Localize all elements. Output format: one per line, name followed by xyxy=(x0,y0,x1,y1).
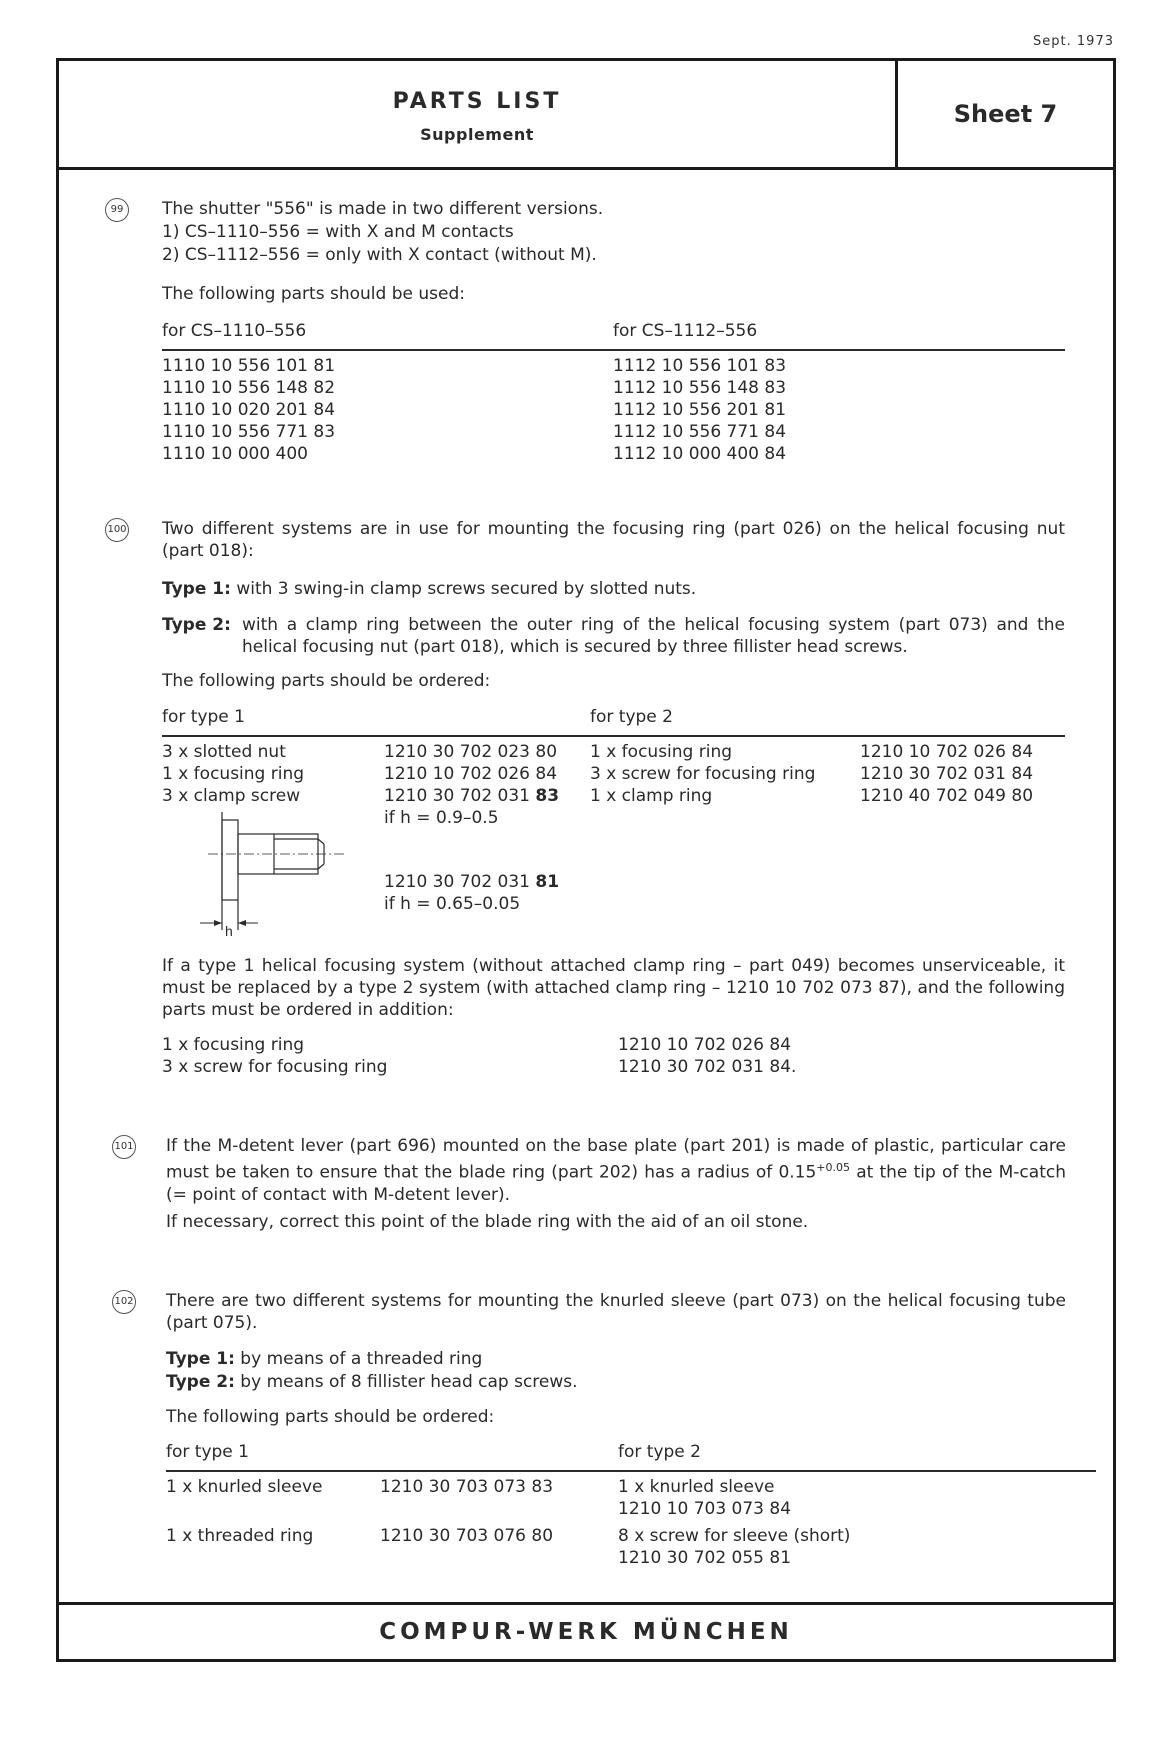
item-number-99: 99 xyxy=(105,198,129,222)
list-item: 1210 10 702 026 84 xyxy=(384,764,558,784)
s102-order: The following parts should be ordered: xyxy=(166,1407,495,1427)
s102-t2-item1: 1 x knurled sleeve xyxy=(618,1477,775,1497)
s100-type1-label: Type 1: xyxy=(162,579,231,599)
list-item: 1112 10 000 400 84 xyxy=(613,444,787,464)
s99-col2-header: for CS–1112–556 xyxy=(613,321,758,341)
s100-t2-parts xyxy=(860,741,1033,807)
list-item: 1112 10 556 201 81 xyxy=(613,400,787,420)
s102-head2: for type 2 xyxy=(618,1442,701,1462)
issue-date: Sept. 1973 xyxy=(1033,34,1114,49)
page-subtitle: Supplement xyxy=(420,125,534,144)
s102-t1-item1: 1 x knurled sleeve xyxy=(166,1477,323,1497)
s102-rule xyxy=(166,1470,1096,1472)
list-item: 1210 10 702 026 84 xyxy=(860,742,1034,762)
s102-t2-item2: 8 x screw for sleeve (short) xyxy=(618,1526,851,1546)
page-title: PARTS LIST xyxy=(392,89,562,114)
list-item: 1112 10 556 101 83 xyxy=(613,356,787,376)
footer-company: COMPUR-WERK MÜNCHEN xyxy=(59,1602,1113,1659)
list-item: 3 x screw for focusing ring xyxy=(590,764,816,784)
s100-add-items xyxy=(162,1034,387,1078)
s100-head2: for type 2 xyxy=(590,707,673,727)
header xyxy=(59,61,1113,170)
s100-rule xyxy=(162,735,1065,737)
s99-line1: The shutter "556" is made in two different versions. xyxy=(162,199,604,219)
s101-text: If the M-detent lever (part 696) mounted on the base plate (part 201) is made of plastic, particular care must be taken to ensure that the blade ring (part 202) has a radius of $0.15^{+0.05}$ at the tip of the M-catch (= point of contact with M-detent lever). xyxy=(166,1136,1066,1205)
item-number-100: 100 xyxy=(105,518,129,542)
list-item: 1 x focusing ring xyxy=(162,1035,305,1055)
s102-t2-part2: 1210 30 702 055 81 xyxy=(618,1548,792,1568)
s100-head1: for type 1 xyxy=(162,707,245,727)
clamp-screw-drawing xyxy=(186,812,360,940)
sheet-number: Sheet 7 xyxy=(953,100,1058,128)
h-dimension-label: h xyxy=(225,923,233,939)
s99-part-list-2 xyxy=(613,355,786,465)
s102-head1: for type 1 xyxy=(166,1442,249,1462)
s100-type2-label: Type 2: xyxy=(162,615,231,635)
s100-intro: Two different systems are in use for mounting the focusing ring (part 026) on the helical focusing nut (part 018): xyxy=(162,519,1065,561)
list-item: 3 x screw for focusing ring xyxy=(162,1057,388,1077)
list-item: 1110 10 556 771 83 xyxy=(162,422,336,442)
list-item: 1210 30 702 023 80 xyxy=(384,742,558,762)
s99-part-list-1 xyxy=(162,355,335,465)
list-item: 1210 40 702 049 80 xyxy=(860,786,1034,806)
s102-t1-item2: 1 x threaded ring xyxy=(166,1526,314,1546)
list-item: 1 x focusing ring xyxy=(162,764,305,784)
item-number-102: 102 xyxy=(112,1290,136,1314)
s99-intro: The following parts should be used: xyxy=(162,284,465,304)
list-item: 1110 10 556 101 81 xyxy=(162,356,336,376)
s100-add-parts xyxy=(618,1034,796,1078)
list-item: 1210 30 702 031 84 xyxy=(860,764,1034,784)
list-item: 3 x clamp screw xyxy=(162,786,301,806)
list-item: 1110 10 000 400 xyxy=(162,444,309,464)
list-item: 1112 10 556 771 84 xyxy=(613,422,787,442)
list-item: if h = 0.9–0.5 xyxy=(384,808,499,828)
list-item: 1112 10 556 148 83 xyxy=(613,378,787,398)
s100-t1-items xyxy=(162,741,304,807)
s99-line3: 2) CS–1112–556 = only with X contact (without M). xyxy=(162,245,597,265)
s102-t1-part2: 1210 30 703 076 80 xyxy=(380,1526,554,1546)
s102-t2-part1: 1210 10 703 073 84 xyxy=(618,1499,792,1519)
s99-line2: 1) CS–1110–556 = with X and M contacts xyxy=(162,222,514,242)
s99-col1-header: for CS–1110–556 xyxy=(162,321,307,341)
list-item: 1110 10 556 148 82 xyxy=(162,378,336,398)
s100-type2-text: with a clamp ring between the outer ring of the helical focusing system (part 073) and the helical focusing nut (part 018), which is secured by three fillister head screws. xyxy=(242,615,1065,657)
list-item: 1 x clamp ring xyxy=(590,786,713,806)
list-item: 1 x focusing ring xyxy=(590,742,733,762)
s100-type1 xyxy=(162,578,696,600)
s100-t1-alt xyxy=(384,871,559,915)
item-number-101: 101 xyxy=(112,1135,136,1159)
s100-note: If a type 1 helical focusing system (without attached clamp ring – part 049) becomes unserviceable, it must be replaced by a type 2 system (with attached clamp ring – 1210 10 702 073 87), and the following parts must be ordered in addition: xyxy=(162,956,1065,1020)
list-item: if h = 0.65–0.05 xyxy=(384,894,521,914)
list-item: 3 x slotted nut xyxy=(162,742,286,762)
s100-order: The following parts should be ordered: xyxy=(162,671,491,691)
s100-t2-items xyxy=(590,741,815,807)
list-item: 1210 30 702 031 84. xyxy=(618,1057,797,1077)
s101-text2: If necessary, correct this point of the blade ring with the aid of an oil stone. xyxy=(166,1212,809,1232)
list-item: 1210 30 702 031 83 xyxy=(384,786,560,806)
title-box xyxy=(59,61,898,167)
s102-t1-part1: 1210 30 703 073 83 xyxy=(380,1477,554,1497)
s102-type2: Type 2: by means of 8 fillister head cap screws. xyxy=(166,1372,578,1392)
s100-type1-text: with 3 swing-in clamp screws secured by slotted nuts. xyxy=(236,579,697,599)
s102-intro: There are two different systems for mounting the knurled sleeve (part 073) on the helical focusing tube (part 075). xyxy=(166,1291,1066,1333)
list-item: 1210 10 702 026 84 xyxy=(618,1035,792,1055)
list-item: 1110 10 020 201 84 xyxy=(162,400,336,420)
s99-rule xyxy=(162,349,1065,351)
s100-t1-parts xyxy=(384,741,559,829)
s102-type1: Type 1: by means of a threaded ring xyxy=(166,1349,483,1369)
list-item: 1210 30 702 031 81 xyxy=(384,872,560,892)
